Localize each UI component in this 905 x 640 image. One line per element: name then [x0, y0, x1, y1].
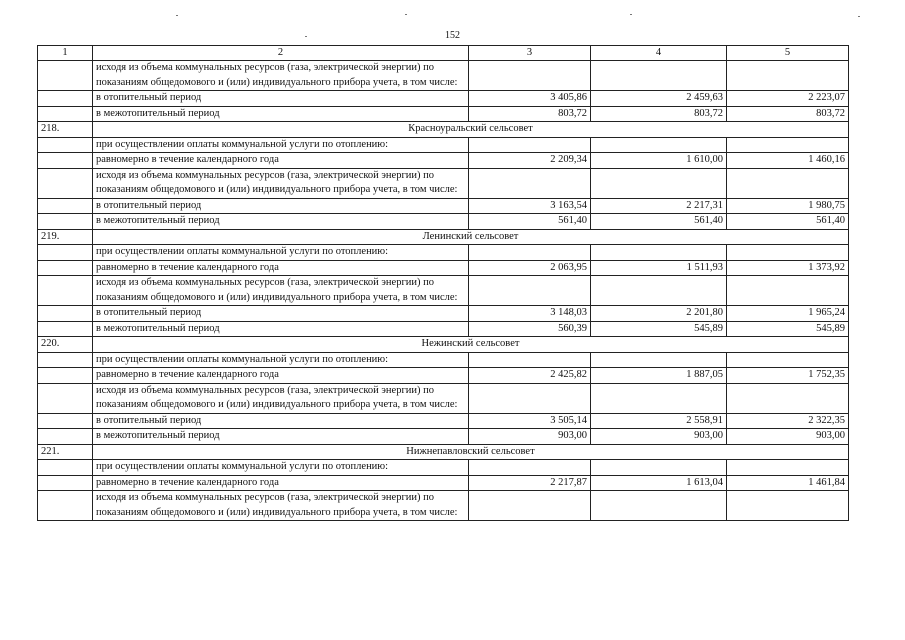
value-col-3: 3 163,54: [469, 198, 591, 213]
value-row: [38, 321, 849, 336]
row-index-cell: [38, 276, 93, 306]
value-row: [38, 429, 849, 444]
row-description: исходя из объема коммунальных ресурсов (газа, электрической энергии) по показаниям общедомового и (или) индивидуального прибора учета, в том числе:: [93, 61, 469, 91]
section-number: 220.: [38, 337, 93, 352]
row-index-cell: [38, 383, 93, 413]
value-col-3: [469, 276, 591, 306]
value-col-4: [591, 383, 727, 413]
value-col-3: 3 148,03: [469, 306, 591, 321]
value-col-3: [469, 352, 591, 367]
row-description: равномерно в течение календарного года: [93, 368, 469, 383]
value-col-5: 1 460,16: [727, 153, 849, 168]
text-row: [38, 491, 849, 521]
value-col-3: [469, 168, 591, 198]
row-description: в отопительный период: [93, 198, 469, 213]
row-description: в межотопительный период: [93, 429, 469, 444]
value-col-5: 561,40: [727, 214, 849, 229]
value-col-5: 2 322,35: [727, 413, 849, 428]
row-description: исходя из объема коммунальных ресурсов (газа, электрической энергии) по показаниям общедомового и (или) индивидуального прибора учета, в том числе:: [93, 276, 469, 306]
value-row: [38, 413, 849, 428]
value-col-4: 561,40: [591, 214, 727, 229]
value-col-5: 1 980,75: [727, 198, 849, 213]
scan-speck: [176, 15, 178, 16]
row-index-cell: [38, 153, 93, 168]
row-description: в межотопительный период: [93, 321, 469, 336]
page-number: 152: [445, 30, 460, 41]
header-cell-2: 2: [93, 46, 469, 61]
value-col-4: [591, 460, 727, 475]
value-col-5: 903,00: [727, 429, 849, 444]
value-col-3: 560,39: [469, 321, 591, 336]
value-col-3: 561,40: [469, 214, 591, 229]
value-col-5: [727, 460, 849, 475]
scan-speck: [630, 14, 632, 15]
value-col-5: 1 461,84: [727, 475, 849, 490]
row-index-cell: [38, 413, 93, 428]
value-col-5: [727, 276, 849, 306]
row-description: при осуществлении оплаты коммунальной услуги по отоплению:: [93, 137, 469, 152]
value-col-5: 1 965,24: [727, 306, 849, 321]
row-description: при осуществлении оплаты коммунальной услуги по отоплению:: [93, 245, 469, 260]
value-col-4: [591, 168, 727, 198]
value-col-3: 903,00: [469, 429, 591, 444]
row-index-cell: [38, 137, 93, 152]
value-col-3: 2 425,82: [469, 368, 591, 383]
value-col-5: [727, 352, 849, 367]
row-description: исходя из объема коммунальных ресурсов (газа, электрической энергии) по показаниям общедомового и (или) индивидуального прибора учета, в том числе:: [93, 491, 469, 521]
row-description: в межотопительный период: [93, 106, 469, 121]
text-row: [38, 245, 849, 260]
value-col-5: 545,89: [727, 321, 849, 336]
row-index-cell: [38, 168, 93, 198]
value-col-4: 803,72: [591, 106, 727, 121]
value-col-5: 1 373,92: [727, 260, 849, 275]
table-header-row: [38, 46, 849, 61]
section-number: 219.: [38, 229, 93, 244]
section-title: Нежинский сельсовет: [93, 337, 849, 352]
value-row: [38, 475, 849, 490]
row-index-cell: [38, 91, 93, 106]
row-index-cell: [38, 368, 93, 383]
value-col-3: 2 209,34: [469, 153, 591, 168]
row-description: равномерно в течение календарного года: [93, 475, 469, 490]
row-index-cell: [38, 491, 93, 521]
value-col-4: 2 558,91: [591, 413, 727, 428]
section-row: [38, 337, 849, 352]
value-row: [38, 91, 849, 106]
scan-speck: [305, 36, 307, 37]
row-index-cell: [38, 245, 93, 260]
value-col-4: 903,00: [591, 429, 727, 444]
value-col-4: 1 610,00: [591, 153, 727, 168]
value-col-4: 2 201,80: [591, 306, 727, 321]
value-col-3: [469, 137, 591, 152]
value-col-4: 2 459,63: [591, 91, 727, 106]
value-row: [38, 198, 849, 213]
row-index-cell: [38, 321, 93, 336]
value-row: [38, 106, 849, 121]
value-col-5: 2 223,07: [727, 91, 849, 106]
value-col-5: 803,72: [727, 106, 849, 121]
value-col-3: 3 505,14: [469, 413, 591, 428]
row-index-cell: [38, 306, 93, 321]
value-col-3: [469, 460, 591, 475]
value-row: [38, 214, 849, 229]
value-col-3: [469, 491, 591, 521]
row-description: в отопительный период: [93, 306, 469, 321]
text-row: [38, 276, 849, 306]
value-col-3: [469, 383, 591, 413]
row-index-cell: [38, 61, 93, 91]
text-row: [38, 168, 849, 198]
section-row: [38, 444, 849, 459]
text-row: [38, 383, 849, 413]
section-title: Нижнепавловский сельсовет: [93, 444, 849, 459]
section-title: Красноуральский сельсовет: [93, 122, 849, 137]
value-col-4: [591, 491, 727, 521]
row-index-cell: [38, 214, 93, 229]
value-col-4: [591, 352, 727, 367]
section-number: 221.: [38, 444, 93, 459]
row-description: в отопительный период: [93, 413, 469, 428]
value-col-4: 1 511,93: [591, 260, 727, 275]
scan-speck: [405, 14, 407, 15]
value-col-4: [591, 61, 727, 91]
value-col-4: 1 887,05: [591, 368, 727, 383]
value-col-5: [727, 491, 849, 521]
value-col-3: 803,72: [469, 106, 591, 121]
tariff-table: [37, 45, 849, 521]
row-description: исходя из объема коммунальных ресурсов (газа, электрической энергии) по показаниям общедомового и (или) индивидуального прибора учета, в том числе:: [93, 383, 469, 413]
section-row: [38, 122, 849, 137]
value-col-4: [591, 137, 727, 152]
text-row: [38, 460, 849, 475]
value-col-3: 3 405,86: [469, 91, 591, 106]
row-description: равномерно в течение календарного года: [93, 260, 469, 275]
value-row: [38, 306, 849, 321]
row-description: в межотопительный период: [93, 214, 469, 229]
section-row: [38, 229, 849, 244]
value-col-5: [727, 168, 849, 198]
text-row: [38, 61, 849, 91]
value-col-5: [727, 137, 849, 152]
row-description: исходя из объема коммунальных ресурсов (газа, электрической энергии) по показаниям общедомового и (или) индивидуального прибора учета, в том числе:: [93, 168, 469, 198]
value-col-5: 1 752,35: [727, 368, 849, 383]
header-cell-3: 3: [469, 46, 591, 61]
value-col-4: [591, 276, 727, 306]
section-number: 218.: [38, 122, 93, 137]
scan-speck: [858, 16, 860, 17]
header-cell-1: 1: [38, 46, 93, 61]
value-col-3: [469, 245, 591, 260]
value-col-4: [591, 245, 727, 260]
text-row: [38, 137, 849, 152]
row-index-cell: [38, 198, 93, 213]
value-col-3: 2 217,87: [469, 475, 591, 490]
value-col-5: [727, 245, 849, 260]
value-col-4: 545,89: [591, 321, 727, 336]
value-col-3: 2 063,95: [469, 260, 591, 275]
row-index-cell: [38, 475, 93, 490]
row-index-cell: [38, 260, 93, 275]
row-index-cell: [38, 429, 93, 444]
row-index-cell: [38, 352, 93, 367]
row-description: при осуществлении оплаты коммунальной услуги по отоплению:: [93, 352, 469, 367]
value-col-5: [727, 383, 849, 413]
row-description: равномерно в течение календарного года: [93, 153, 469, 168]
value-col-4: 2 217,31: [591, 198, 727, 213]
header-cell-4: 4: [591, 46, 727, 61]
row-index-cell: [38, 106, 93, 121]
section-title: Ленинский сельсовет: [93, 229, 849, 244]
value-row: [38, 153, 849, 168]
value-row: [38, 368, 849, 383]
value-row: [38, 260, 849, 275]
value-col-4: 1 613,04: [591, 475, 727, 490]
row-description: при осуществлении оплаты коммунальной услуги по отоплению:: [93, 460, 469, 475]
text-row: [38, 352, 849, 367]
value-col-5: [727, 61, 849, 91]
row-index-cell: [38, 460, 93, 475]
row-description: в отопительный период: [93, 91, 469, 106]
value-col-3: [469, 61, 591, 91]
header-cell-5: 5: [727, 46, 849, 61]
